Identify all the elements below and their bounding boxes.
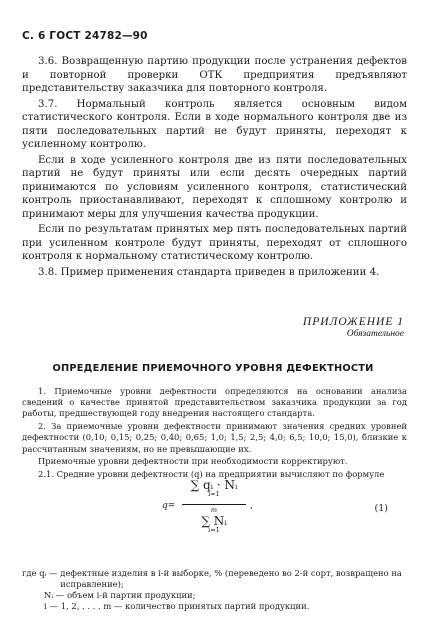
equation-number: (1) [374, 503, 388, 514]
appendix-paragraph-correction: Приемочные уровни дефектности при необходимости корректируют. [38, 456, 348, 467]
formula-comma: , [250, 501, 253, 511]
main-body [22, 55, 407, 281]
ni-symbol: Nᵢ — [44, 590, 65, 600]
definition-qi [22, 568, 407, 590]
definition-i [22, 601, 407, 612]
paragraph-intensified: Если в ходе усиленного контроля две из пяти последовательных партий не будут приняты или если десять очередных партий принимаются по условиям усиленного контроля, статистический контроль приостанавливают, переходят к сплошному контролю и принимают меры для улучшения качества продукции. [22, 154, 407, 220]
i-definition: 1, 2, . . . . m — количество принятых партий продукции. [60, 601, 310, 611]
paragraph-3-7: 3.7. Нормальный контроль является основным видом статистического контроля. Если в ходе нормального контроля две из пяти последовательных партий не будут приняты, переходят к усиленному контролю. [22, 98, 407, 150]
variable-definitions [22, 568, 407, 612]
formula-denominator-top: m [210, 506, 218, 514]
section-title: ОПРЕДЕЛЕНИЕ ПРИЕМОЧНОГО УРОВНЯ ДЕФЕКТНОСТИ [52, 363, 374, 374]
appendix-body [22, 386, 407, 482]
fraction-bar [182, 504, 246, 505]
appendix-paragraph-2: 2. За приемочные уровни дефектности принимают значения средних уровней дефектности (0,10; 0,15; 0,25; 0,40; 0,65; 1,0; 1,5; 2,5; 4,0; 6,5; 10,0; 15,0), близкие к рассчитанным значениям, но не превышающие их. [22, 421, 407, 454]
formula-numerator [184, 478, 244, 498]
ni-definition: объем i-й партии продукции; [67, 590, 196, 600]
formula-denominator-text: ∑ Nᵢ [201, 514, 227, 528]
formula-numerator-limit: i=1 [208, 490, 220, 498]
appendix-block [303, 316, 404, 339]
appendix-status: Обязательное [346, 329, 404, 339]
formula-denominator [184, 506, 244, 534]
appendix-label: ПРИЛОЖЕНИЕ 1 [302, 316, 404, 328]
formula-denominator-limit: i=1 [208, 526, 220, 534]
appendix-paragraph-1: 1. Приемочные уровни дефектности определяются на основании анализа сведений о качестве принятой представительством заказчика продукции за год работы, предшествующей году внедрения настоящего стандарта. [22, 386, 407, 419]
appendix-paragraph-2-1: 2.1. Средние уровни дефектности (q) на предприятии вычисляют по формуле [38, 468, 385, 479]
where-intro: где [22, 568, 37, 578]
formula-lhs: q= [162, 501, 176, 511]
formula-numerator-text: ∑ qᵢ · Nᵢ [190, 478, 238, 492]
definition-ni [22, 590, 407, 601]
paragraph-3-6: 3.6. Возвращенную партию продукции после устранения дефектов и повторной проверки ОТК предприятия предъявляют представительству заказчика для повторного контроля. [22, 56, 407, 94]
qi-definition: дефектные изделия в i-й выборке, % (переведено во 2-й сорт, возвращено на исправление); [60, 568, 402, 589]
i-symbol: i — [44, 601, 58, 611]
paragraph-results: Если по результатам принятых мер пять последовательных партий при усиленном контроле будут приняты, переходят от сплошного контроля к нормальному статистическому контролю. [22, 224, 407, 262]
page-header: С. 6 ГОСТ 24782—90 [22, 30, 148, 42]
qi-symbol: qᵢ — [39, 568, 58, 578]
paragraph-3-8: 3.8. Пример применения стандарта приведен в приложении 4. [38, 266, 380, 278]
